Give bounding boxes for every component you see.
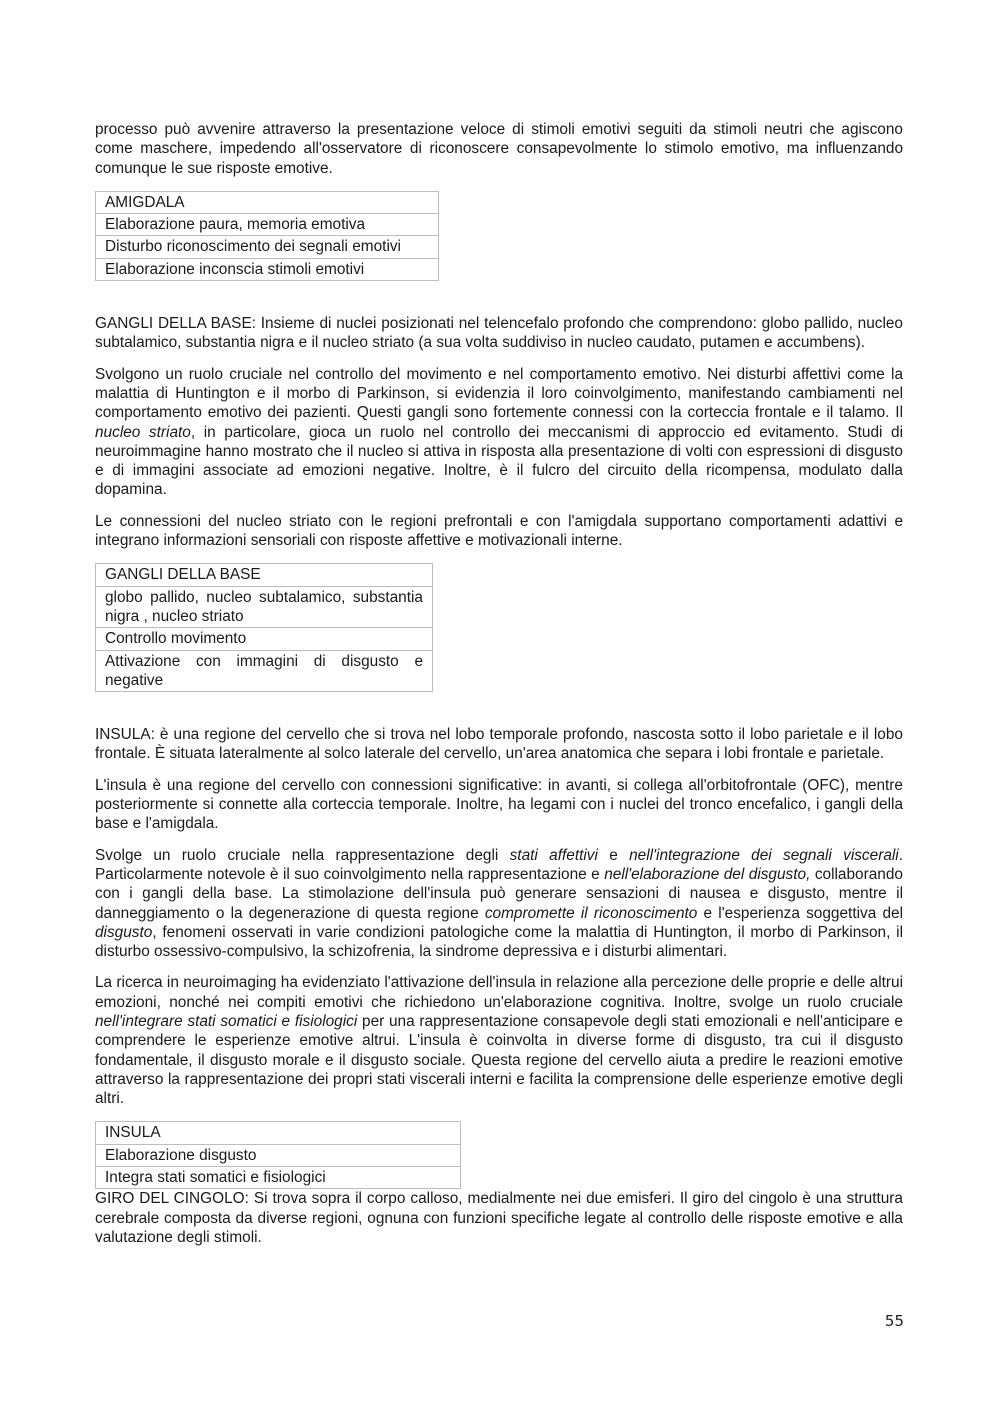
gangli-table-header: GANGLI DELLA BASE xyxy=(96,564,433,586)
insula-p3-emphasis: disgusto xyxy=(95,923,153,941)
insula-p4-text: per una rappresentazione consapevole degli stati emozionali e nell'anticipare e comprendere le esperienze emotive altrui. L'insula è coinvolta in diverse forme di disgusto, tra cui il disgusto fondamentale, il disgusto morale e il disgusto sociale. Questa regione del cervello aiuta a predire le reazioni emotive attraverso la rappresentazione dei propri stati viscerali interni e facilita la comprensione delle esperienze emotive degli altri. xyxy=(95,1012,903,1108)
insula-table-row: Elaborazione disgusto xyxy=(96,1144,461,1166)
insula-table-row: Integra stati somatici e fisiologici xyxy=(96,1167,461,1189)
cingolo-paragraph: GIRO DEL CINGOLO: Si trova sopra il corpo calloso, medialmente nei due emisferi. Il giro del cingolo è una struttura cerebrale composta da diverse regioni, ognuna con funzioni specifiche legate al controllo delle risposte emotive e alla valutazione degli stimoli. xyxy=(95,1190,903,1246)
gangli-table xyxy=(95,563,433,692)
page-number: 55 xyxy=(884,1312,904,1330)
amigdala-table-row: Disturbo riconoscimento dei segnali emotivi xyxy=(96,236,439,258)
gangli-table-row: Controllo movimento xyxy=(96,628,433,650)
insula-table xyxy=(95,1121,461,1189)
insula-p3-emphasis: nell'elaborazione del disgusto, xyxy=(604,865,811,883)
gangli-table-row: globo pallido, nucleo subtalamico, substantia nigra , nucleo striato xyxy=(96,586,433,628)
insula-paragraph-2: L'insula è una regione del cervello con connessioni significative: in avanti, si collega all'orbitofrontale (OFC), mentre posteriormente si connette alla corteccia temporale. Inoltre, ha legami con i nuclei del tronco encefalico, i gangli della base e l'amigdala. xyxy=(95,776,903,833)
gangli-paragraph-3: Le connessioni del nucleo striato con le regioni prefrontali e con l'amigdala supportano comportamenti adattivi e integrano informazioni sensoriali con risposte affettive e motivazionali interne. xyxy=(95,512,903,550)
insula-p3-emphasis: nell'integrazione dei segnali viscerali xyxy=(629,846,899,864)
insula-p3-emphasis: compromette il riconoscimento xyxy=(484,904,698,922)
gangli-p2-emphasis: nucleo striato xyxy=(95,423,191,441)
gangli-p2-text-b: , in particolare, gioca un ruolo nel controllo dei meccanismi di approccio ed evitamento. Studi di neuroimmagine hanno mostrato che il nucleo si attiva in risposta alla presentazione di volti con espressioni di disgusto e di immagini associate ad emozioni negative. Inoltre, è il fulcro del circuito della ricompensa, modulato dalla dopamina. xyxy=(95,423,903,499)
insula-p3-text: e xyxy=(597,846,630,864)
gangli-paragraph-2 xyxy=(95,365,903,500)
amigdala-table-header: AMIGDALA xyxy=(96,191,439,213)
insula-p4-emphasis: nell'integrare stati somatici e fisiologici xyxy=(95,1012,358,1030)
insula-p3-text: Svolge un ruolo cruciale nella rappresentazione degli xyxy=(95,846,510,864)
insula-p3-emphasis: stati affettivi xyxy=(509,846,598,864)
gangli-table-row: Attivazione con immagini di disgusto e negative xyxy=(96,650,433,692)
gangli-p2-text-a: Svolgono un ruolo cruciale nel controllo del movimento e nel comportamento emotivo. Nei disturbi affettivi come la malattia di Huntington e il morbo di Parkinson, si evidenzia il loro coinvolgimento, manifestando cambiamenti nel comportamento emotivo dei pazienti. Questi gangli sono fortemente connessi con la corteccia frontale e il talamo. Il xyxy=(95,365,903,422)
insula-paragraph-1: INSULA: è una regione del cervello che si trova nel lobo temporale profondo, nascosta sotto il lobo parietale e il lobo frontale. È situata lateralmente al solco laterale del cervello, un'area anatomica che separa i lobi frontale e parietale. xyxy=(95,726,903,763)
insula-p3-text: collaborando con i gangli della base. La stimolazione dell'insula può generare sensazioni di nausea e disgusto, mentre il danneggiamento o la degenerazione di questa regione xyxy=(95,865,903,922)
insula-p4-text: La ricerca in neuroimaging ha evidenziato l'attivazione dell'insula in relazione alla percezione delle proprie e delle altrui emozioni, nonché nei compiti emotivi che richiedono un'elaborazione cognitiva. Inoltre, svolge un ruolo cruciale xyxy=(95,974,903,1011)
gangli-paragraph-1: GANGLI DELLA BASE: Insieme di nuclei posizionati nel telencefalo profondo che comprendono: globo pallido, nucleo subtalamico, substantia nigra e il nucleo striato (a sua volta suddiviso in nucleo caudato, putamen e accumbens). xyxy=(95,315,903,352)
insula-p3-text: , fenomeni osservati in varie condizioni patologiche come la malattia di Huntington, il morbo di Parkinson, il disturbo ossessivo-compulsivo, la schizofrenia, la sindrome depressiva e i disturbi alimentari. xyxy=(95,923,903,961)
insula-paragraph-4 xyxy=(95,973,903,1108)
insula-paragraph-3 xyxy=(95,846,903,962)
amigdala-table-row: Elaborazione inconscia stimoli emotivi xyxy=(96,258,439,280)
amigdala-table xyxy=(95,191,439,281)
document-page xyxy=(95,120,903,1247)
amigdala-table-row: Elaborazione paura, memoria emotiva xyxy=(96,214,439,236)
insula-p3-text: . Particolarmente notevole è il suo coinvolgimento nella rappresentazione e xyxy=(95,846,903,883)
intro-paragraph: processo può avvenire attraverso la presentazione veloce di stimoli emotivi seguiti da stimoli neutri che agiscono come maschere, impedendo all'osservatore di riconoscere consapevolmente lo stimolo emotivo, ma influenzando comunque le sue risposte emotive. xyxy=(95,121,903,177)
insula-table-header: INSULA xyxy=(96,1122,461,1144)
insula-p3-text: e l'esperienza soggettiva del xyxy=(697,904,903,922)
